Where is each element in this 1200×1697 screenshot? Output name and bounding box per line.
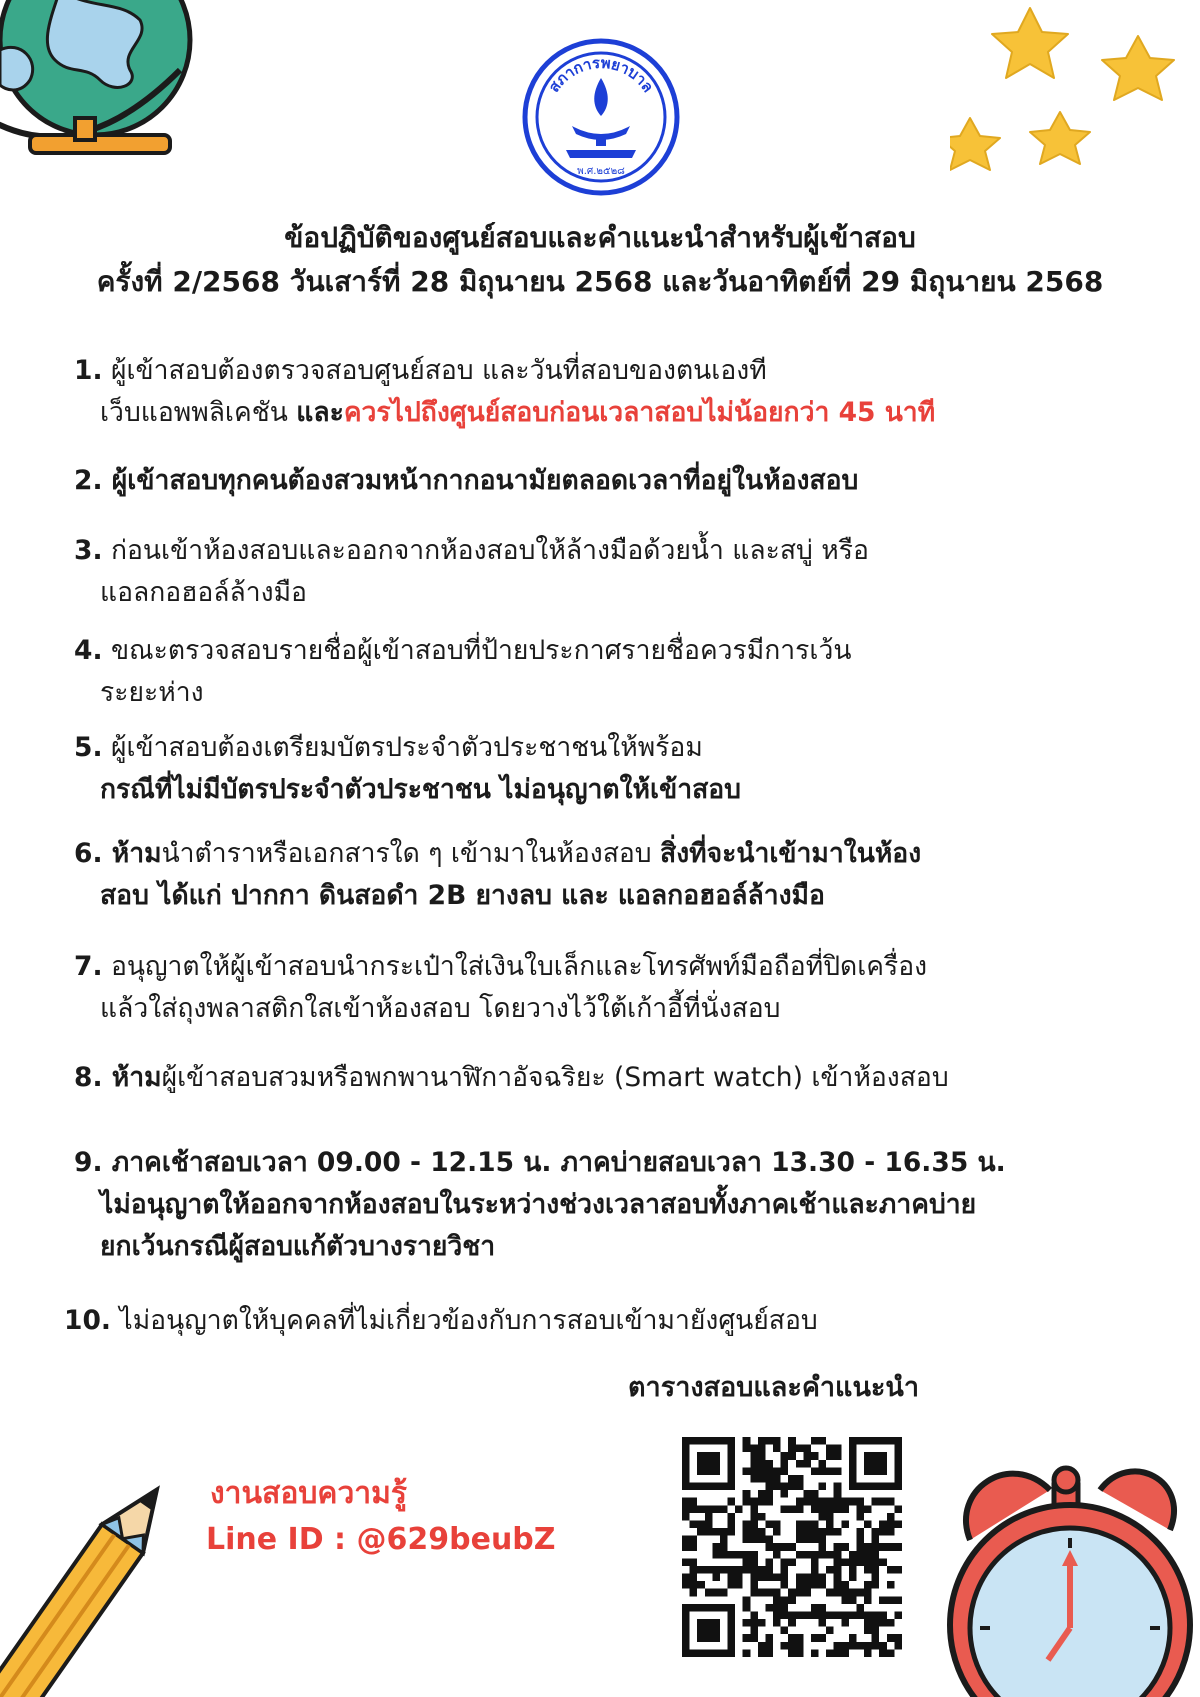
list-item-2 (74, 460, 1164, 502)
logo-bottom-text: พ.ศ.๒๕๒๘ (577, 166, 625, 177)
list-item-1 (74, 350, 1164, 434)
item-number: 4. (74, 635, 103, 666)
item-text: ระยะห่าง (100, 677, 204, 708)
item-text-bold: สิ่งที่จะนำเข้ามาในห้อง (660, 838, 922, 869)
item-number: 9. (74, 1147, 103, 1178)
item-number: 3. (74, 535, 103, 566)
item-text: ผู้เข้าสอบสวมหรือพกพานาฬิกาอัจฉริยะ (Smart watch) เข้าห้องสอบ (161, 1062, 949, 1093)
line-id-text: Line ID : @629beubZ (206, 1522, 556, 1557)
item-text: แอลกอฮอล์ล้างมือ (100, 577, 307, 608)
item-number: 6. (74, 838, 103, 869)
list-item-9 (74, 1142, 1164, 1268)
item-text: ไม่อนุญาตให้บุคคลที่ไม่เกี่ยวข้องกับการสอบเข้ามายังศูนย์สอบ (110, 1305, 818, 1336)
item-text: เว็บแอพพลิเคชัน (100, 397, 297, 428)
item-text-highlight: ควรไปถึงศูนย์สอบก่อนเวลาสอบไม่น้อยกว่า 45 นาที (343, 397, 936, 428)
alarm-clock-icon (930, 1450, 1200, 1697)
council-logo (522, 38, 680, 196)
page-title: ข้อปฏิบัติของศูนย์สอบและคำแนะนำสำหรับผู้เข้าสอบ (284, 221, 916, 254)
item-number: 1. (74, 355, 103, 386)
item-text-bold: และ (296, 397, 344, 428)
qr-code[interactable] (682, 1437, 902, 1657)
list-item-5 (74, 727, 1164, 811)
item-text-bold: ยกเว้นกรณีผู้สอบแก้ตัวบางรายวิชา (100, 1231, 496, 1262)
page-subtitle: ครั้งที่ 2/2568 วันเสาร์ที่ 28 มิถุนายน 2568 และวันอาทิตย์ที่ 29 มิถุนายน 2568 (96, 265, 1104, 298)
item-text: แล้วใส่ถุงพลาสติกใสเข้าห้องสอบ โดยวางไว้ใต้เก้าอี้ที่นั่งสอบ (100, 993, 781, 1024)
item-text-bold: สอบ ได้แก่ ปากกา ดินสอดำ 2B ยางลบ และ แอลกอฮอล์ล้างมือ (100, 880, 825, 911)
item-text: ผู้เข้าสอบต้องตรวจสอบศูนย์สอบ และวันที่สอบของตนเองที (102, 355, 767, 386)
item-text: นำตำราหรือเอกสารใด ๆ เข้ามาในห้องสอบ (161, 838, 661, 869)
pencil-icon (0, 1460, 190, 1697)
stars-icon (950, 0, 1200, 190)
item-number: 5. (74, 732, 103, 763)
item-text: ผู้เข้าสอบต้องเตรียมบัตรประจำตัวประชาชนให้พร้อม (102, 732, 703, 763)
item-text: ขณะตรวจสอบรายชื่อผู้เข้าสอบที่ป้ายประกาศรายชื่อควรมีการเว้น (102, 635, 852, 666)
item-text-bold: กรณีที่ไม่มีบัตรประจำตัวประชาชน ไม่อนุญาตให้เข้าสอบ (100, 774, 741, 805)
list-item-7 (74, 946, 1164, 1030)
list-item-3 (74, 530, 1164, 614)
list-item-10 (64, 1300, 1154, 1342)
schedule-label: ตารางสอบและคำแนะนำ (628, 1372, 920, 1403)
list-item-6 (74, 833, 1164, 917)
globe-icon (0, 0, 200, 170)
item-text-bold: ภาคเช้าสอบเวลา 09.00 - 12.15 น. ภาคบ่ายสอบเวลา 13.30 - 16.35 น. (102, 1147, 1006, 1178)
item-number: 2. (74, 465, 103, 496)
contact-title: งานสอบความรู้ (210, 1476, 408, 1511)
item-number: 10. (64, 1305, 111, 1336)
item-text-bold: ห้าม (102, 838, 162, 869)
logo-top-text: สภาการพยาบาล (544, 53, 658, 96)
item-text: ก่อนเข้าห้องสอบและออกจากห้องสอบให้ล้างมือด้วยน้ำ และสบู่ หรือ (102, 535, 869, 566)
item-number: 7. (74, 951, 103, 982)
list-item-4 (74, 630, 1164, 714)
item-text-bold: ห้าม (102, 1062, 162, 1093)
item-number: 8. (74, 1062, 103, 1093)
item-text-bold: ผู้เข้าสอบทุกคนต้องสวมหน้ากากอนามัยตลอดเวลาที่อยู่ในห้องสอบ (102, 465, 859, 496)
item-text-bold: ไม่อนุญาตให้ออกจากห้องสอบในระหว่างช่วงเวลาสอบทั้งภาคเช้าและภาคบ่าย (100, 1189, 977, 1220)
list-item-8 (74, 1057, 1164, 1099)
item-text: อนุญาตให้ผู้เข้าสอบนำกระเป๋าใส่เงินใบเล็กและโทรศัพท์มือถือที่ปิดเครื่อง (102, 951, 928, 982)
